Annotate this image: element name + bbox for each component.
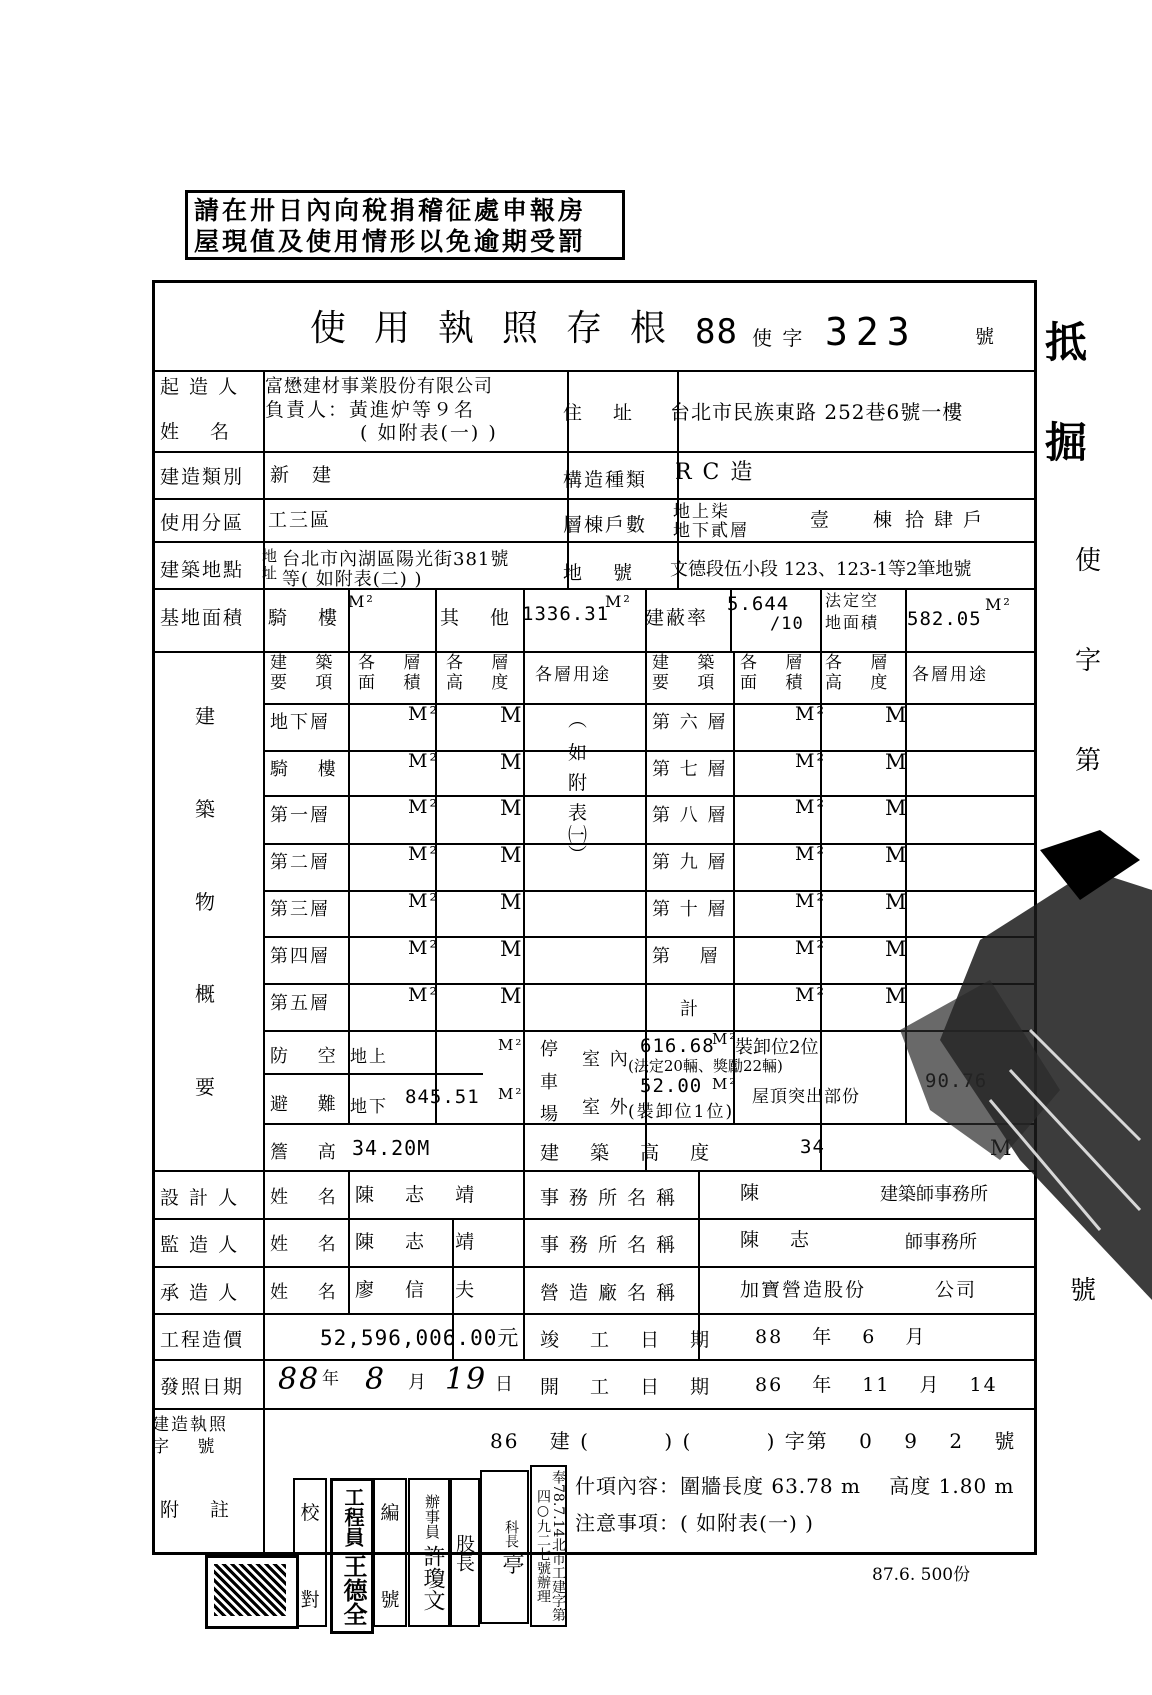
unit-m2-right-6: M² xyxy=(795,937,827,959)
owner-label-2: 姓 名 xyxy=(160,421,232,443)
pair-text: 對 xyxy=(300,1589,320,1611)
cost-label: 工程造價 xyxy=(160,1329,245,1351)
use-note-2: 如 xyxy=(568,742,590,764)
engineer-name: 王德全 xyxy=(339,1553,368,1626)
type-label: 建造類別 xyxy=(160,466,245,488)
issue-year-unit: 年 xyxy=(322,1369,341,1389)
col-item-1: 建 築 xyxy=(270,653,335,673)
notice-line-2: 屋現值及使用情形以免逾期受罰 xyxy=(194,227,587,256)
contractor-label: 承 造 人 xyxy=(160,1282,240,1304)
permit-label-1: 建造執照 xyxy=(152,1415,228,1435)
shelter-label-1: 防 空 xyxy=(270,1046,338,1067)
col-area-1: 各 層 xyxy=(358,653,423,673)
unit-m-left-5: M xyxy=(500,890,524,914)
remarks-line-2: 注意事項：( 如附表(一) ) xyxy=(575,1511,814,1535)
margin-char-4: 字 xyxy=(1075,646,1104,676)
unit-m2-left-1: M² xyxy=(408,703,440,725)
floor-right-5: 第 十 層 xyxy=(652,899,728,920)
structure-label: 構造種類 xyxy=(563,469,648,491)
completion-date: 88 年 6 月 xyxy=(755,1326,927,1348)
owner-label-1: 起 造 人 xyxy=(160,376,240,398)
notice-line-1: 請在卅日內向稅捐稽征處申報房 xyxy=(194,196,587,225)
use-note-1: ︵ xyxy=(568,709,590,731)
shelter-above-unit: M² xyxy=(498,1036,524,1054)
official-seal xyxy=(205,1555,299,1629)
lot-label: 地 號 xyxy=(563,562,635,584)
coverage-denominator: /10 xyxy=(770,614,804,634)
floor-left-1: 地下層 xyxy=(270,712,330,733)
unit-m2-left-4: M² xyxy=(408,843,440,865)
use-note-3: 附 xyxy=(568,772,590,794)
loading-bays: 裝卸位2位 xyxy=(735,1037,819,1058)
indoor-label: 室 內 xyxy=(582,1049,630,1070)
floor-left-3: 第一層 xyxy=(270,805,330,826)
completion-label: 竣 工 日 期 xyxy=(540,1329,712,1351)
start-date: 86 年 11 月 14 xyxy=(755,1374,998,1396)
outdoor-note: (裝卸位1位) xyxy=(628,1102,735,1122)
clerk-title: 辦事員 xyxy=(423,1493,441,1539)
form-title: 使用執照存根 xyxy=(310,308,695,349)
zone-label: 使用分區 xyxy=(160,512,245,534)
col-area-right-1: 各 層 xyxy=(740,653,805,673)
unit-m-right-3: M xyxy=(885,796,909,820)
num-text: 號 xyxy=(380,1589,400,1611)
outdoor-value: 52.00 xyxy=(640,1075,703,1097)
location-value-2: 等( 如附表(二) ) xyxy=(282,569,423,590)
use-note-6: ︶ xyxy=(568,844,590,866)
clerk-stamp xyxy=(408,1478,450,1627)
unit-m-left-7: M xyxy=(500,984,524,1008)
unit-m2-left-5: M² xyxy=(408,890,440,912)
arcade-unit: M² xyxy=(348,592,375,611)
floors-below: 地下貳層 xyxy=(673,521,749,541)
use-note-4: 表 xyxy=(568,802,590,824)
location-label: 建築地點 xyxy=(160,559,245,581)
open-area-value: 582.05 xyxy=(907,608,982,630)
side-label-1: 建 xyxy=(195,704,217,728)
owner-attach: ( 如附表(一) ) xyxy=(360,422,498,444)
contractor-company-end: 公司 xyxy=(935,1279,978,1301)
open-area-label-1: 法定空 xyxy=(825,591,880,610)
unit-m-left-2: M xyxy=(500,750,524,774)
col-use: 各層用途 xyxy=(535,665,611,685)
designer-office: 陳 xyxy=(740,1182,762,1204)
clerk-name: 許瓊文 xyxy=(420,1545,445,1612)
floor-right-3: 第 八 層 xyxy=(652,805,728,826)
other-unit: M² xyxy=(605,592,632,611)
supervisor-name: 陳 志 靖 xyxy=(355,1231,477,1253)
unit-m2-left-7: M² xyxy=(408,984,440,1006)
contractor-company-label: 營 造 廠 名 稱 xyxy=(540,1282,678,1304)
issue-year: 88 xyxy=(278,1362,321,1397)
section-name: 亭 xyxy=(499,1552,524,1575)
issue-month-unit: 月 xyxy=(408,1372,428,1393)
location-prefix: 地址 xyxy=(262,547,280,582)
cost-value: 52,596,006.00元 xyxy=(320,1326,520,1350)
other-label: 其 他 xyxy=(440,607,512,629)
lot-value: 文德段伍小段 123、123-1等2筆地號 xyxy=(670,559,972,580)
permit-reference: 86 建 ( ) ( ) 字第 0 9 2 號 xyxy=(490,1429,1017,1453)
remarks-line-1: 什項內容：圍牆長度 63.78 m 高度 1.80 m xyxy=(575,1474,1015,1498)
owner-rep: 負責人：黃進炉等９名 xyxy=(265,399,476,421)
floor-right-total: 計 xyxy=(680,999,700,1020)
designer-name-label: 姓 名 xyxy=(270,1187,338,1208)
overlapping-stamp-smear xyxy=(840,830,1152,1350)
permit-char: 使 字 xyxy=(752,326,805,350)
unit-m2-right-3: M² xyxy=(795,796,827,818)
other-value: 1336.31 xyxy=(522,603,610,625)
supervisor-office-end: 師事務所 xyxy=(905,1232,977,1253)
location-value: 台北市內湖區陽光街381號 xyxy=(282,549,510,570)
floor-right-1: 第 六 層 xyxy=(652,712,728,733)
col-item-right-2: 要 項 xyxy=(652,673,717,693)
eave-value: 34.20M xyxy=(352,1136,431,1160)
supervisor-office-label: 事 務 所 名 稱 xyxy=(540,1234,678,1256)
shelter-label-2: 避 難 xyxy=(270,1094,338,1115)
floor-right-6: 第 層 xyxy=(652,946,720,967)
designer-name: 陳 志 靖 xyxy=(355,1184,477,1206)
zone-value: 工三區 xyxy=(268,509,332,531)
contractor-name-label: 姓 名 xyxy=(270,1282,338,1303)
engineer-title: 工程員 xyxy=(341,1486,365,1547)
arcade-label: 騎 樓 xyxy=(268,607,340,629)
side-label-4: 概 xyxy=(195,982,217,1006)
outdoor-unit: M² xyxy=(712,1075,738,1093)
margin-char-2: 掘 xyxy=(1045,418,1090,467)
unit-m2-left-3: M² xyxy=(408,796,440,818)
unit-m2-left-6: M² xyxy=(408,937,440,959)
floor-right-4: 第 九 層 xyxy=(652,852,728,873)
type-value: 新 建 xyxy=(270,464,334,486)
margin-char-3: 使 xyxy=(1075,546,1104,576)
shelter-below: 地下 xyxy=(350,1097,388,1117)
building-height-value: 34 xyxy=(800,1136,825,1158)
engineer-stamp xyxy=(330,1478,374,1634)
unit-m2-right-5: M² xyxy=(795,890,827,912)
designer-label: 設 計 人 xyxy=(160,1187,240,1209)
parking-label-3: 場 xyxy=(540,1104,560,1125)
open-area-label-2: 地面積 xyxy=(825,613,880,632)
permit-suffix: 號 xyxy=(975,326,997,348)
units-value: 拾 肆 戶 xyxy=(905,509,985,531)
side-label-2: 築 xyxy=(195,797,217,821)
parking-label-2: 車 xyxy=(540,1072,560,1093)
unit-m-right-4: M xyxy=(885,843,909,867)
floors-label: 層棟戶數 xyxy=(563,514,648,536)
structure-value: R C 造 xyxy=(675,460,755,485)
supervisor-label: 監 造 人 xyxy=(160,1234,240,1256)
col-area-right-2: 面 積 xyxy=(740,673,805,693)
registry-stamp xyxy=(530,1465,567,1627)
buildings-value: 壹 棟 xyxy=(810,509,895,531)
floor-left-4: 第二層 xyxy=(270,852,330,873)
col-item-right-1: 建 築 xyxy=(652,653,717,673)
address-label: 住 址 xyxy=(563,402,635,424)
unit-m2-right-4: M² xyxy=(795,843,827,865)
floor-left-6: 第四層 xyxy=(270,946,330,967)
registry-text: 奉78.7.14北市工建字第四○九二七號辦理 xyxy=(535,1470,566,1622)
col-height-right-1: 各 層 xyxy=(825,653,890,673)
remarks-label: 附 註 xyxy=(160,1499,232,1521)
open-area-unit: M² xyxy=(985,595,1012,614)
shelter-below-unit: M² xyxy=(498,1085,524,1103)
unit-m2-right-7: M² xyxy=(795,984,827,1006)
footer-print-run: 87.6. 500份 xyxy=(872,1565,971,1585)
site-area-label: 基地面積 xyxy=(160,607,245,629)
issue-day: 19 xyxy=(445,1362,488,1397)
floor-left-7: 第五層 xyxy=(270,993,330,1014)
notice-box xyxy=(185,190,625,260)
floor-left-2: 騎 樓 xyxy=(270,759,338,780)
unit-m-left-4: M xyxy=(500,843,524,867)
owner-address: 台北市民族東路 252巷6號一樓 xyxy=(670,400,964,424)
indoor-value: 616.68 xyxy=(640,1035,715,1057)
start-label: 開 工 日 期 xyxy=(540,1376,712,1398)
unit-m-right-1: M xyxy=(885,703,909,727)
coverage-label: 建蔽率 xyxy=(645,607,709,629)
unit-m-left-1: M xyxy=(500,703,524,727)
unit-m-right-7: M xyxy=(885,984,909,1008)
permit-number: 323 xyxy=(825,310,918,354)
col-height-right-2: 高 度 xyxy=(825,673,890,693)
designer-office-label: 事 務 所 名 稱 xyxy=(540,1187,678,1209)
floor-left-5: 第三層 xyxy=(270,899,330,920)
issue-day-unit: 日 xyxy=(495,1374,515,1395)
building-height-label: 建 築 高 度 xyxy=(540,1142,712,1164)
col-height-1: 各 層 xyxy=(446,653,511,673)
unit-m2-left-2: M² xyxy=(408,750,440,772)
section-title: 科長 xyxy=(503,1519,519,1548)
indoor-note: (法定20輛、獎勵22輛) xyxy=(628,1057,783,1075)
unit-m2-right-1: M² xyxy=(795,703,827,725)
roof-label: 屋頂突出部份 xyxy=(752,1087,860,1107)
supervisor-name-label: 姓 名 xyxy=(270,1234,338,1255)
edit-stamp xyxy=(373,1478,407,1627)
floors-above: 地上柒 xyxy=(673,502,730,522)
edit-text: 編 xyxy=(380,1502,400,1524)
section-stamp xyxy=(480,1470,529,1624)
unit-m-right-5: M xyxy=(885,890,909,914)
eave-label: 簷 高 xyxy=(270,1142,338,1163)
contractor-name: 廖 信 夫 xyxy=(355,1279,477,1301)
owner-company: 富懋建材事業股份有限公司 xyxy=(265,376,493,397)
floor-right-2: 第 七 層 xyxy=(652,759,728,780)
permit-year: 88 xyxy=(695,312,738,352)
contractor-company: 加寶營造股份 xyxy=(740,1279,867,1301)
col-use-right: 各層用途 xyxy=(912,665,988,685)
parking-label-1: 停 xyxy=(540,1039,560,1060)
margin-char-5: 第 xyxy=(1075,746,1104,776)
designer-office-end: 建築師事務所 xyxy=(880,1184,988,1205)
unit-m-right-6: M xyxy=(885,937,909,961)
use-note-5: ㈠ xyxy=(568,824,590,846)
chief-stamp xyxy=(450,1478,480,1627)
side-label-5: 要 xyxy=(195,1075,217,1099)
side-label-3: 物 xyxy=(195,890,217,914)
unit-m2-right-2: M² xyxy=(795,750,827,772)
unit-m-left-6: M xyxy=(500,937,524,961)
margin-char-6: 號 xyxy=(1070,1276,1099,1306)
supervisor-office: 陳 志 xyxy=(740,1229,812,1251)
shelter-above: 地上 xyxy=(350,1047,388,1067)
permit-label-2: 字 號 xyxy=(152,1437,217,1457)
col-item-2: 要 項 xyxy=(270,673,335,693)
outdoor-label: 室 外 xyxy=(582,1097,630,1118)
unit-m-right-2: M xyxy=(885,750,909,774)
col-area-2: 面 積 xyxy=(358,673,423,693)
indoor-unit: M² xyxy=(712,1030,738,1048)
col-height-2: 高 度 xyxy=(446,673,511,693)
coverage-value: 5.644 xyxy=(727,593,790,615)
chief-text: 股長 xyxy=(453,1533,475,1572)
shelter-below-value: 845.51 xyxy=(405,1086,480,1108)
issue-month: 8 xyxy=(365,1362,387,1397)
unit-m-left-3: M xyxy=(500,796,524,820)
issue-label: 發照日期 xyxy=(160,1376,245,1398)
margin-char-1: 抵 xyxy=(1045,318,1090,367)
check-text: 校 xyxy=(300,1502,320,1524)
